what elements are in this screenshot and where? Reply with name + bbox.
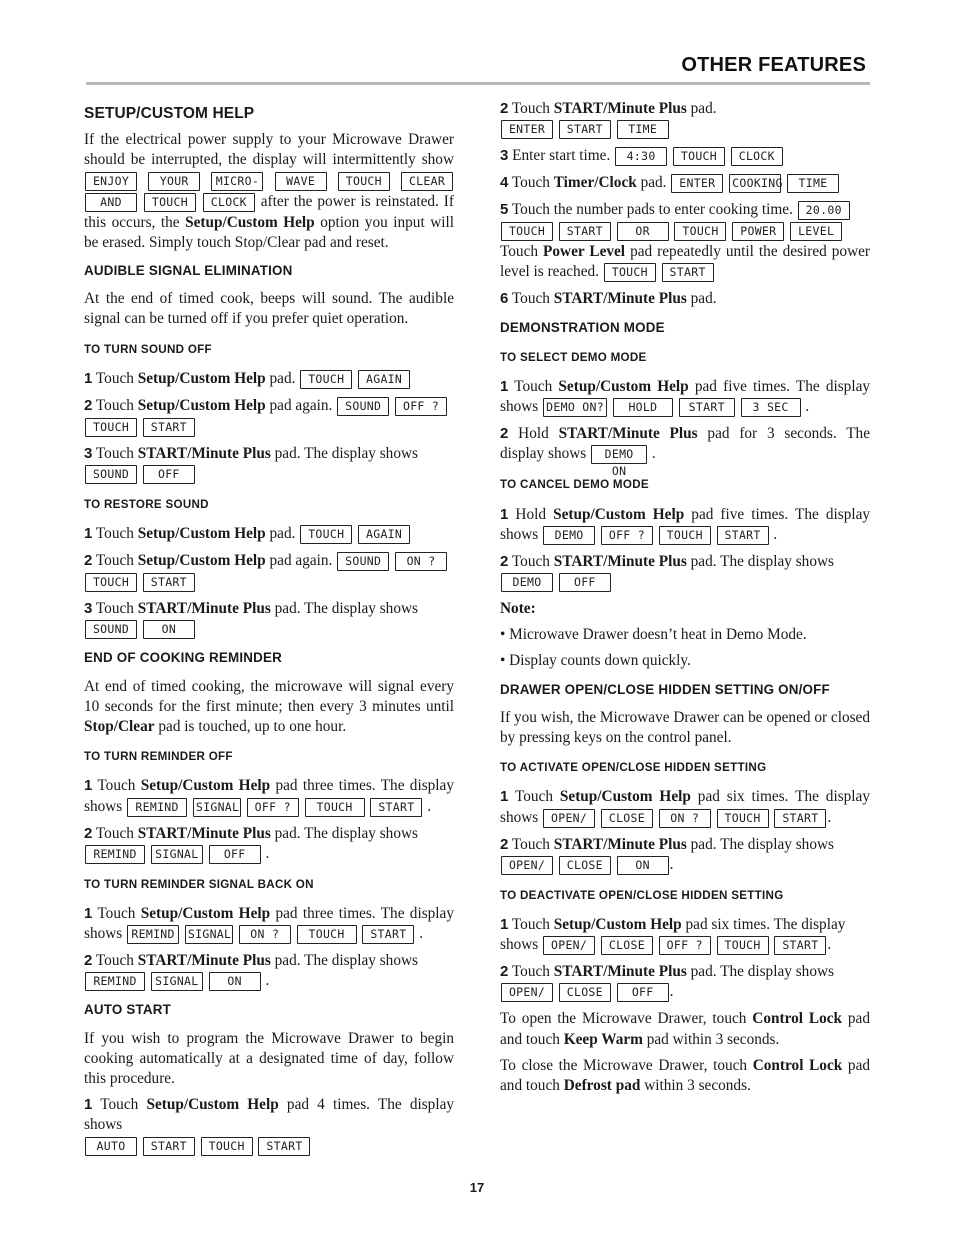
heading-select-demo: TO SELECT DEMO MODE xyxy=(500,350,647,364)
lcd-display: TOUCH xyxy=(300,525,352,544)
lcd-display: TOUCH xyxy=(604,263,656,282)
lcd-display: OFF ? xyxy=(247,798,299,817)
header-rule xyxy=(86,82,870,85)
lcd-display: START xyxy=(362,925,414,944)
note-item: • Microwave Drawer doesn’t heat in Demo Mode. xyxy=(500,626,807,644)
step: 1 Touch Setup/Custom Help pad. TOUCH AGAIN xyxy=(84,369,454,390)
lcd-display: AUTO xyxy=(85,1137,137,1156)
lcd-display: OPEN/ xyxy=(543,809,595,828)
lcd-display: OFF xyxy=(143,465,195,484)
lcd-display: SIGNAL xyxy=(185,925,233,944)
lcd-display: DEMO ON xyxy=(591,445,647,464)
lcd-display: ON xyxy=(209,972,261,991)
drawer-paragraph: If you wish, the Microwave Drawer can be opened or closed by pressing keys on the control panel. xyxy=(500,708,870,747)
setup-paragraph: If the electrical power supply to your Microwave Drawer should be interrupted, the display will intermittently show ENJOY YOUR MICRO- WAVE TOUCH CLEAR AND TOUCH CLOCK after the power is reinstated. If this occurs, the Setup/Custom Help option you input will be erased. Simply touch Stop/Clear pad and reset. xyxy=(84,131,455,251)
right-column xyxy=(500,99,870,1102)
lcd-display: ENTER xyxy=(671,174,723,193)
lcd-display: DEMO ON? xyxy=(543,398,607,417)
step: 2 Touch START/Minute Plus pad. The display shows OPEN/ CLOSE OFF . xyxy=(500,963,834,1001)
lcd-display: SOUND xyxy=(337,552,389,571)
step: 2 Touch START/Minute Plus pad. ENTER START TIME xyxy=(500,99,870,140)
lcd-display: OFF ? xyxy=(601,526,653,545)
open-drawer-paragraph: To open the Microwave Drawer, touch Control Lock pad and touch Keep Warm pad within 3 seconds. xyxy=(500,1010,870,1048)
lcd-display: SIGNAL xyxy=(151,972,203,991)
lcd-display: YOUR xyxy=(148,172,200,191)
lcd-display: START xyxy=(774,809,826,828)
step: 2 Touch Setup/Custom Help pad again. SOUND ON ? TOUCH START xyxy=(84,551,454,593)
page-number: 17 xyxy=(469,1180,485,1195)
step: 5 Touch the number pads to enter cooking time. 20.00 TOUCH START OR TOUCH POWER LEVEL Touch Power Level pad repeatedly until the desired power level is reached. TOUCH START xyxy=(500,201,871,281)
note-item: • Display counts down quickly. xyxy=(500,652,691,670)
lcd-display: TOUCH xyxy=(338,172,390,191)
step: 1 Touch Setup/Custom Help pad six times. The display shows OPEN/ CLOSE OFF ? TOUCH START . xyxy=(500,916,846,954)
lcd-display: TOUCH xyxy=(144,193,196,212)
eoc-paragraph: At end of timed cooking, the microwave will signal every 10 seconds for the first minute; then every 3 minutes until Stop/Clear pad is touched, up to one hour. xyxy=(84,677,454,736)
lcd-display: CLOCK xyxy=(203,193,255,212)
heading-setup-custom-help: SETUP/CUSTOM HELP xyxy=(84,105,255,122)
lcd-display: START xyxy=(143,573,195,592)
lcd-display: TOUCH xyxy=(501,222,553,241)
lcd-display: START xyxy=(559,120,611,139)
section-title: OTHER FEATURES xyxy=(681,54,866,76)
lcd-display: CLOCK xyxy=(731,147,783,166)
lcd-display: POWER xyxy=(732,222,784,241)
close-drawer-paragraph: To close the Microwave Drawer, touch Control Lock pad and touch Defrost pad within 3 seconds. xyxy=(500,1056,871,1095)
lcd-display: SOUND xyxy=(85,465,137,484)
heading-reminder-off: TO TURN REMINDER OFF xyxy=(84,750,233,764)
lcd-display: START xyxy=(143,1137,195,1156)
lcd-display: SIGNAL xyxy=(151,845,203,864)
lcd-display: ON ? xyxy=(395,552,447,571)
lcd-display: DEMO xyxy=(543,526,595,545)
lcd-display: OFF xyxy=(559,573,611,592)
lcd-display: TOUCH xyxy=(300,370,352,389)
lcd-display: CLOSE xyxy=(559,856,611,875)
lcd-display: REMIND xyxy=(127,798,187,817)
heading-restore-sound: TO RESTORE SOUND xyxy=(84,498,209,512)
step: 1 Touch Setup/Custom Help pad five times. The display shows DEMO ON? HOLD START 3 SEC . xyxy=(500,378,871,416)
lcd-display: TOUCH xyxy=(305,798,365,817)
lcd-display: 4:30 xyxy=(615,147,667,166)
lcd-display: ON xyxy=(617,856,669,875)
step: 1 Touch Setup/Custom Help pad six times. The display shows OPEN/ CLOSE ON ? TOUCH START . xyxy=(500,788,870,826)
lcd-display: CLOSE xyxy=(601,936,653,955)
lcd-display: START xyxy=(774,936,826,955)
lcd-display: TOUCH xyxy=(717,809,769,828)
lcd-display: WAVE xyxy=(275,172,327,191)
lcd-display: TIME xyxy=(617,120,669,139)
lcd-display: ENTER xyxy=(501,120,553,139)
lcd-display: ENJOY xyxy=(85,172,137,191)
lcd-display: REMIND xyxy=(85,972,145,991)
step: 1 Hold Setup/Custom Help pad five times. The display shows DEMO OFF ? TOUCH START . xyxy=(500,505,871,543)
lcd-display: DEMO xyxy=(501,573,553,592)
lcd-display: HOLD xyxy=(613,398,673,417)
heading-reminder-on: TO TURN REMINDER SIGNAL BACK ON xyxy=(84,877,314,891)
step: 2 Touch START/Minute Plus pad. The display shows REMIND SIGNAL OFF . xyxy=(84,824,418,862)
lcd-display: OFF xyxy=(209,845,261,864)
lcd-display: CLOSE xyxy=(559,983,611,1002)
lcd-display: START xyxy=(662,263,714,282)
lcd-display: OPEN/ xyxy=(501,983,553,1002)
lcd-display: LEVEL xyxy=(790,222,842,241)
step: 1 Touch Setup/Custom Help pad three times. The display shows REMIND SIGNAL OFF ? TOUCH START . xyxy=(84,777,454,815)
step: 6 Touch START/Minute Plus pad. xyxy=(500,290,717,308)
auto-start-paragraph: If you wish to program the Microwave Drawer to begin cooking automatically at a designated time of day, follow this procedure. xyxy=(84,1029,454,1088)
lcd-display: TOUCH xyxy=(673,147,725,166)
lcd-display: OPEN/ xyxy=(543,936,595,955)
heading-auto-start: AUTO START xyxy=(84,1002,172,1018)
lcd-display: TIME xyxy=(787,174,839,193)
lcd-display: TOUCH xyxy=(659,526,711,545)
audible-paragraph: At the end of timed cook, beeps will sound. The audible signal can be turned off if you prefer quiet operation. xyxy=(84,290,454,328)
lcd-display: COOKING xyxy=(729,174,781,193)
lcd-display: SOUND xyxy=(85,620,137,639)
lcd-display: START xyxy=(717,526,769,545)
heading-activate-hidden: TO ACTIVATE OPEN/CLOSE HIDDEN SETTING xyxy=(500,761,767,775)
lcd-display: TOUCH xyxy=(201,1137,253,1156)
note-label: Note: xyxy=(500,600,536,618)
heading-drawer-open-close: DRAWER OPEN/CLOSE HIDDEN SETTING ON/OFF xyxy=(500,681,830,697)
lcd-display: SIGNAL xyxy=(193,798,241,817)
lcd-display: 3 SEC xyxy=(741,398,801,417)
step: 2 Hold START/Minute Plus pad for 3 seconds. The display shows DEMO ON . xyxy=(500,425,870,479)
lcd-display: AGAIN xyxy=(358,370,410,389)
heading-end-of-cooking: END OF COOKING REMINDER xyxy=(84,650,283,666)
lcd-display: CLEAR xyxy=(401,172,453,191)
lcd-display: TOUCH xyxy=(85,418,137,437)
lcd-display: TOUCH xyxy=(674,222,726,241)
lcd-display: AND xyxy=(85,193,137,212)
heading-sound-off: TO TURN SOUND OFF xyxy=(84,342,212,356)
step: 4 Touch Timer/Clock pad. ENTER COOKING TIME xyxy=(500,173,870,194)
heading-cancel-demo: TO CANCEL DEMO MODE xyxy=(500,478,649,492)
step: 1 Touch Setup/Custom Help pad 4 times. The display shows AUTO START TOUCH START xyxy=(84,1095,454,1156)
lcd-display: TOUCH xyxy=(717,936,769,955)
heading-demonstration-mode: DEMONSTRATION MODE xyxy=(500,319,665,335)
lcd-display: START xyxy=(679,398,735,417)
lcd-display: CLOSE xyxy=(601,809,653,828)
heading-deactivate-hidden: TO DEACTIVATE OPEN/CLOSE HIDDEN SETTING xyxy=(500,888,784,902)
heading-audible-signal: AUDIBLE SIGNAL ELIMINATION xyxy=(84,263,293,279)
lcd-display: TOUCH xyxy=(85,573,137,592)
step: 3 Touch START/Minute Plus pad. The display shows SOUND ON xyxy=(84,599,454,640)
lcd-display: START xyxy=(258,1137,310,1156)
lcd-display: MICRO- xyxy=(211,172,263,191)
lcd-display: START xyxy=(370,798,422,817)
step: 2 Touch START/Minute Plus pad. The display shows DEMO OFF xyxy=(500,552,870,593)
lcd-display: REMIND xyxy=(85,845,145,864)
step: 3 Touch START/Minute Plus pad. The display shows SOUND OFF xyxy=(84,444,454,485)
lcd-display: AGAIN xyxy=(358,525,410,544)
lcd-display: TOUCH xyxy=(297,925,357,944)
lcd-display: 20.00 xyxy=(798,201,850,220)
step: 2 Touch START/Minute Plus pad. The display shows REMIND SIGNAL ON . xyxy=(84,952,418,990)
lcd-display: REMIND xyxy=(127,925,179,944)
lcd-display: ON ? xyxy=(239,925,291,944)
lcd-display: OPEN/ xyxy=(501,856,553,875)
step: 2 Touch START/Minute Plus pad. The display shows OPEN/ CLOSE ON . xyxy=(500,835,834,873)
lcd-display: START xyxy=(143,418,195,437)
step: 3 Enter start time. 4:30 TOUCH CLOCK xyxy=(500,146,870,167)
lcd-display: START xyxy=(559,222,611,241)
lcd-display: OFF ? xyxy=(659,936,711,955)
lcd-display: ON xyxy=(143,620,195,639)
lcd-display: ON ? xyxy=(659,809,711,828)
lcd-display: OR xyxy=(617,222,669,241)
step: 1 Touch Setup/Custom Help pad three times. The display shows REMIND SIGNAL ON ? TOUCH START . xyxy=(84,905,454,943)
lcd-display: OFF ? xyxy=(395,397,447,416)
step: 2 Touch Setup/Custom Help pad again. SOUND OFF ? TOUCH START xyxy=(84,396,454,438)
lcd-display: OFF xyxy=(617,983,669,1002)
step: 1 Touch Setup/Custom Help pad. TOUCH AGAIN xyxy=(84,524,454,545)
left-column xyxy=(84,100,454,1163)
lcd-display: SOUND xyxy=(337,397,389,416)
